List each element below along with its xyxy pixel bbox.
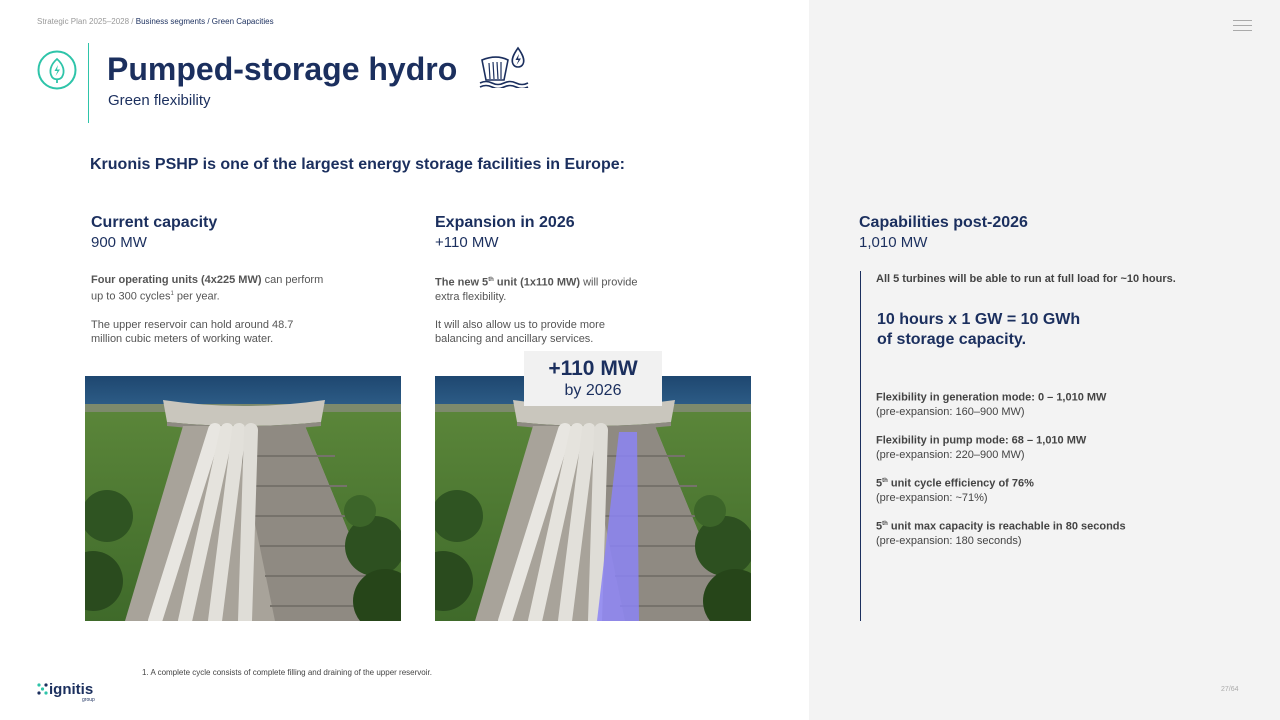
breadcrumb (37, 17, 274, 26)
capability-title: Flexibility in pump mode: 68 – 1,010 MW (876, 434, 1087, 447)
expansion-desc-line2: extra flexibility. (435, 290, 507, 303)
footnote: 1. A complete cycle consists of complete filling and draining of the upper reservoir. (142, 668, 432, 677)
dam-photo-current (85, 376, 401, 621)
expansion-heading: Expansion in 2026 (435, 214, 575, 231)
dam-photo-expansion (435, 376, 751, 621)
current-capacity-description (91, 273, 391, 346)
breadcrumb-current[interactable]: Business segments / Green Capacities (135, 17, 274, 26)
current-desc-line2a: up to 300 cycles (91, 290, 171, 303)
expansion-desc2-line1: It will also allow us to provide more (435, 318, 605, 331)
capability-title: unit max capacity is reachable in 80 seconds (887, 520, 1126, 533)
expansion-value: +110 MW (435, 234, 499, 251)
breadcrumb-parent[interactable]: Strategic Plan 2025–2028 / (37, 17, 134, 26)
expansion-desc-sup: th (488, 277, 494, 283)
logo-mark-icon (37, 683, 48, 695)
capability-title: unit cycle efficiency of 76% (887, 477, 1034, 490)
current-capacity-heading: Current capacity (91, 214, 218, 231)
capability-sub: (pre-expansion: 180 seconds) (876, 534, 1022, 547)
right-panel (809, 0, 1280, 720)
current-desc-line2b: per year. (173, 290, 220, 303)
capability-item (876, 431, 1086, 462)
capability-sub: (pre-expansion: ~71%) (876, 491, 988, 504)
page-title: Pumped-storage hydro (107, 51, 458, 87)
hamburger-menu-icon[interactable] (1233, 20, 1252, 32)
capability-item: 5th unit max capacity is reachable in 80 seconds (pre-expansion: 180 seconds) (876, 520, 1126, 547)
capability-item (876, 388, 1106, 419)
page-number: 27/64 (1221, 686, 1239, 693)
capabilities-divider (860, 271, 861, 621)
current-capacity-value: 900 MW (91, 234, 147, 251)
ignitis-logo[interactable] (37, 681, 101, 703)
expansion-description (435, 273, 735, 346)
hydro-dam-icon (478, 46, 532, 88)
post-2026-value: 1,010 MW (859, 234, 928, 251)
page-subtitle: Green flexibility (108, 92, 211, 109)
current-desc-bold: Four operating units (4x225 MW) (91, 274, 262, 286)
footnote-marker: 1 (170, 291, 174, 297)
expansion-desc-bold-a: The new 5 (435, 276, 489, 289)
title-divider (88, 43, 89, 123)
highlight-line2: of storage capacity. (877, 331, 1027, 348)
badge-value: +110 MW (548, 357, 638, 380)
current-desc2-line2: million cubic meters of working water. (91, 332, 274, 345)
expansion-desc2-line2: balancing and ancillary services. (435, 332, 594, 345)
logo-wordmark: ignitis (49, 681, 94, 698)
highlight-line1: 10 hours x 1 GW = 10 GWh (877, 311, 1081, 328)
capability-item: 5th unit cycle efficiency of 76% (pre-expansion: ~71%) (876, 477, 1034, 504)
capabilities-intro: All 5 turbines will be able to run at full load for ~10 hours. (876, 273, 1176, 285)
current-desc-rest: can perform (261, 274, 324, 286)
current-desc2-line1: The upper reservoir can hold around 48.7 (91, 318, 294, 331)
lead-statement: Kruonis PSHP is one of the largest energy storage facilities in Europe: (90, 156, 625, 173)
post-2026-heading: Capabilities post-2026 (859, 214, 1028, 231)
leaf-bolt-icon (37, 50, 77, 90)
capability-title: Flexibility in generation mode: 0 – 1,010 MW (876, 391, 1107, 404)
expansion-desc-rest: will provide (580, 276, 638, 289)
expansion-badge (524, 351, 662, 406)
logo-subtitle: group (82, 697, 95, 703)
storage-capacity-highlight (877, 310, 1080, 350)
capability-sub: (pre-expansion: 160–900 MW) (876, 405, 1025, 418)
badge-date: by 2026 (564, 382, 622, 399)
expansion-desc-bold-b: unit (1x110 MW) (493, 276, 581, 289)
capability-sub: (pre-expansion: 220–900 MW) (876, 448, 1025, 461)
